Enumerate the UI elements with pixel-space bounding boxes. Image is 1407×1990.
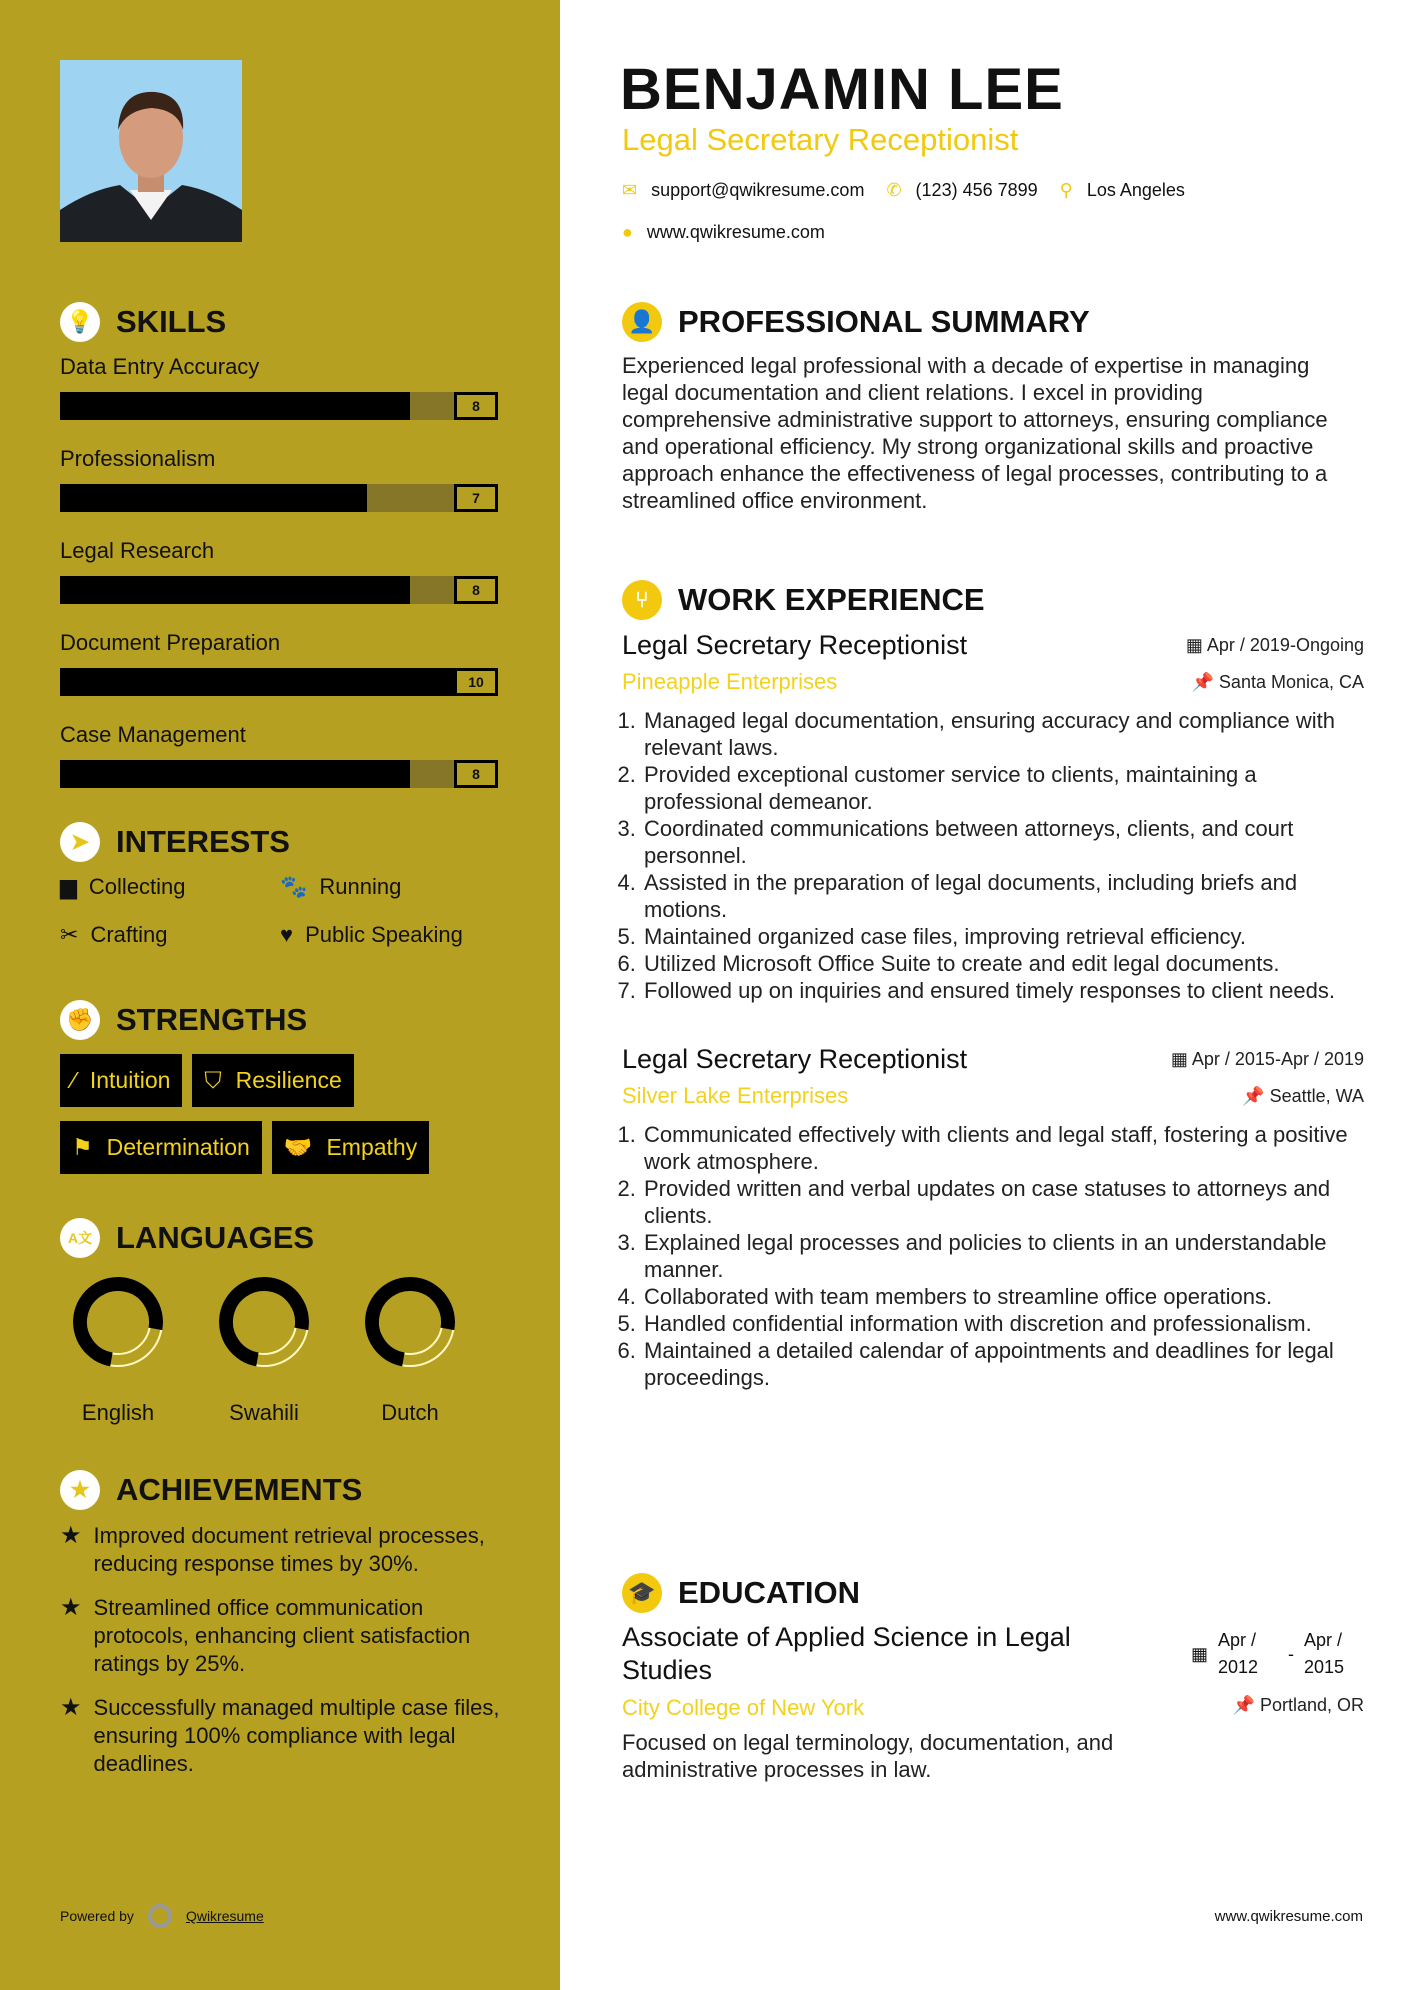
skill-label: Document Preparation — [60, 630, 281, 655]
skill-score: 7 — [454, 484, 498, 512]
language-label: Swahili — [229, 1400, 299, 1425]
language-icon: A文 — [60, 1218, 100, 1258]
interest-item — [60, 874, 280, 900]
language-item — [340, 1272, 480, 1426]
job-bullets — [602, 707, 1364, 1004]
strength-chip — [272, 1121, 429, 1174]
graduation-icon: 🎓 — [622, 1573, 662, 1613]
location: Los Angeles — [1086, 180, 1185, 200]
handshake-icon: 🤝 — [283, 1134, 313, 1160]
skill-bar-fill — [60, 576, 410, 604]
work-heading: WORK EXPERIENCE — [678, 582, 985, 617]
calendar-icon: ▦ — [1190, 1643, 1208, 1664]
achievement-text: Successfully managed multiple case files, ensuring 100% compliance with legal deadlines. — [93, 1695, 500, 1776]
degree: Associate of Applied Science in Legal Studies — [622, 1622, 1071, 1685]
shield-icon: ⛉ — [204, 1067, 222, 1093]
summary-heading: PROFESSIONAL SUMMARY — [678, 304, 1090, 339]
profile-photo — [60, 60, 242, 242]
skill-bar-fill — [60, 484, 367, 512]
achievement-text: Streamlined office communication protocols, enhancing client satisfaction ratings by 25%. — [93, 1595, 471, 1676]
job-bullet: 2. Provided exceptional customer service to clients, maintaining a professional demeanor. — [642, 761, 1364, 815]
job-bullet: 5. Maintained organized case files, improving retrieval efficiency. — [642, 923, 1364, 950]
strength-chip — [192, 1054, 353, 1107]
education-dates: ▦ Apr / 2012 - Apr / 2015 — [1191, 1621, 1364, 1687]
user-icon: 👤 — [622, 302, 662, 342]
strength-chip — [60, 1121, 262, 1174]
job-location-text: Seattle, WA — [1269, 1085, 1364, 1106]
language-label: Dutch — [381, 1400, 439, 1425]
interest-label: Crafting — [90, 922, 168, 947]
skills-heading — [60, 302, 500, 342]
flag-checkered-icon: ⚑ — [72, 1134, 93, 1160]
job-bullets — [602, 1121, 1364, 1391]
achievement-item — [60, 1694, 510, 1778]
interests-heading: INTERESTS — [116, 824, 290, 859]
summary-section — [622, 302, 1362, 514]
office-chair-icon: ⑂ — [622, 580, 662, 620]
strength-label: Intuition — [89, 1067, 171, 1093]
contact-row — [622, 180, 1185, 201]
achievement-text: Improved document retrieval processes, reducing response times by 30%. — [93, 1523, 485, 1576]
heartbeat-icon: ♥ — [280, 922, 294, 947]
job-entry — [622, 630, 1364, 1004]
achievement-item — [60, 1522, 510, 1578]
strength-chip — [60, 1054, 182, 1107]
job-dates — [1186, 635, 1364, 656]
strengths-heading: STRENGTHS — [116, 1002, 308, 1037]
envelope-icon: ✉ — [622, 180, 638, 200]
job-title: Legal Secretary Receptionist — [622, 122, 1019, 157]
job-bullet: 3. Coordinated communications between attorneys, clients, and court personnel. — [642, 815, 1364, 869]
skills-heading-text: SKILLS — [116, 304, 227, 339]
achievements-section — [60, 1470, 510, 1794]
qwikresume-logo-icon — [148, 1904, 172, 1928]
star-hand-icon: ★ — [60, 1594, 82, 1621]
paper-plane-icon: ➤ — [60, 822, 100, 862]
strengths-section — [60, 1000, 540, 1174]
powered-by-text: Powered by — [60, 1908, 134, 1924]
calendar-icon: ▦ — [1170, 1049, 1192, 1069]
skill-bar — [60, 392, 498, 420]
skill-bar — [60, 760, 498, 788]
job-location — [1242, 1086, 1364, 1107]
skill-bar — [60, 668, 498, 696]
education-start: Apr / 2012 — [1218, 1630, 1259, 1677]
archive-icon: ▆ — [60, 874, 77, 899]
magic-wand-icon: ⁄ — [72, 1067, 76, 1093]
candidate-name: BENJAMIN LEE — [620, 57, 1064, 122]
globe-icon: ● — [622, 222, 633, 242]
email[interactable]: support@qwikresume.com — [651, 180, 865, 200]
job-entry — [622, 1044, 1364, 1391]
company-name: Pineapple Enterprises — [622, 669, 838, 694]
language-label: English — [81, 1400, 155, 1425]
scissors-icon: ✂ — [60, 922, 79, 947]
summary-text: Experienced legal professional with a decade of expertise in managing legal documentation and client relations. I excel in providing comprehensive administrative support to attorneys, ensuring compliance and operational efficiency. My strong organizational skills and proactive approach enhance the effectiveness of legal processes, contributing to a streamlined office environment. — [622, 353, 1328, 513]
languages-heading: LANGUAGES — [116, 1220, 315, 1255]
footer-website[interactable]: www.qwikresume.com — [1214, 1908, 1363, 1925]
interest-label: Collecting — [88, 874, 186, 899]
interest-item — [280, 874, 510, 900]
skill-bar-fill — [60, 760, 410, 788]
strength-label: Resilience — [235, 1067, 342, 1093]
company-name: Silver Lake Enterprises — [622, 1083, 849, 1108]
job-bullet: 4. Collaborated with team members to streamline office operations. — [642, 1283, 1364, 1310]
achievements-heading: ACHIEVEMENTS — [116, 1472, 363, 1507]
job-location — [1192, 672, 1365, 693]
phone: (123) 456 7899 — [915, 180, 1038, 200]
language-donut — [68, 1272, 168, 1372]
education-end: Apr / 2015 — [1304, 1630, 1345, 1677]
star-hand-icon: ★ — [60, 1522, 82, 1549]
strength-label: Determination — [106, 1134, 250, 1160]
skill-bar-fill — [60, 668, 498, 696]
languages-section — [60, 1218, 540, 1426]
skill-score: 8 — [454, 392, 498, 420]
skill-bar — [60, 576, 498, 604]
strength-label: Empathy — [326, 1134, 418, 1160]
fist-icon: ✊ — [60, 1000, 100, 1040]
job-title: Legal Secretary Receptionist — [622, 1044, 968, 1074]
job-bullet: 6. Utilized Microsoft Office Suite to create and edit legal documents. — [642, 950, 1364, 977]
job-title: Legal Secretary Receptionist — [622, 630, 968, 660]
job-bullet: 4. Assisted in the preparation of legal documents, including briefs and motions. — [642, 869, 1364, 923]
skill-score: 8 — [454, 760, 498, 788]
work-section — [622, 580, 1364, 1431]
education-location — [1233, 1695, 1364, 1721]
skill-bar — [60, 484, 498, 512]
language-donut — [360, 1272, 460, 1372]
job-dates — [1171, 1049, 1364, 1070]
skills-section — [60, 302, 500, 814]
interest-label: Running — [319, 874, 402, 899]
education-location-text: Portland, OR — [1259, 1695, 1364, 1715]
job-bullet: 3. Explained legal processes and policies to clients in an understandable manner. — [642, 1229, 1364, 1283]
job-location-text: Santa Monica, CA — [1218, 671, 1364, 692]
paw-icon: 🐾 — [280, 874, 308, 899]
star-icon: ★ — [60, 1470, 100, 1510]
language-item — [194, 1272, 334, 1426]
skill-label: Legal Research — [60, 538, 215, 563]
language-donut — [214, 1272, 314, 1372]
pin-icon: 📌 — [1232, 1695, 1255, 1715]
pin-icon: 📌 — [1191, 671, 1219, 692]
job-bullet: 1. Managed legal documentation, ensuring accuracy and compliance with relevant laws. — [642, 707, 1364, 761]
education-heading: EDUCATION — [678, 1575, 860, 1610]
skill-bar-fill — [60, 392, 410, 420]
job-bullet: 7. Followed up on inquiries and ensured timely responses to client needs. — [642, 977, 1364, 1004]
qwikresume-link[interactable]: Qwikresume — [185, 1908, 264, 1924]
job-bullet: 1. Communicated effectively with clients and legal staff, fostering a positive work atmosphere. — [642, 1121, 1364, 1175]
achievement-item — [60, 1594, 510, 1678]
skill-label: Case Management — [60, 722, 246, 747]
education-section — [622, 1573, 1364, 1783]
interest-item — [280, 922, 510, 948]
education-description: Focused on legal terminology, documentation, and administrative processes in law. — [622, 1730, 1114, 1782]
sidebar — [0, 0, 560, 1990]
job-dates-text: Apr / 2015-Apr / 2019 — [1191, 1049, 1364, 1069]
powered-by — [60, 1904, 264, 1928]
lightbulb-icon: 💡 — [60, 302, 100, 342]
job-dates-text: Apr / 2019-Ongoing — [1206, 635, 1364, 655]
skill-score: 10 — [454, 668, 498, 696]
school: City College of New York — [622, 1695, 865, 1720]
skill-score: 8 — [454, 576, 498, 604]
interests-section — [60, 822, 510, 948]
skill-label: Professionalism — [60, 446, 216, 471]
map-marker-icon: ⚲ — [1059, 180, 1073, 200]
job-bullet: 5. Handled confidential information with discretion and professionalism. — [642, 1310, 1364, 1337]
skill-label: Data Entry Accuracy — [60, 354, 260, 379]
interest-label: Public Speaking — [305, 922, 463, 947]
phone-icon: ✆ — [886, 180, 902, 200]
calendar-icon: ▦ — [1185, 635, 1207, 655]
pin-icon: 📌 — [1242, 1085, 1270, 1106]
star-hand-icon: ★ — [60, 1694, 82, 1721]
interest-item — [60, 922, 280, 948]
website-row — [622, 222, 825, 243]
language-item — [48, 1272, 188, 1426]
job-bullet: 6. Maintained a detailed calendar of appointments and deadlines for legal proceedings. — [642, 1337, 1364, 1391]
job-bullet: 2. Provided written and verbal updates on case statuses to attorneys and clients. — [642, 1175, 1364, 1229]
website[interactable]: www.qwikresume.com — [646, 222, 825, 242]
